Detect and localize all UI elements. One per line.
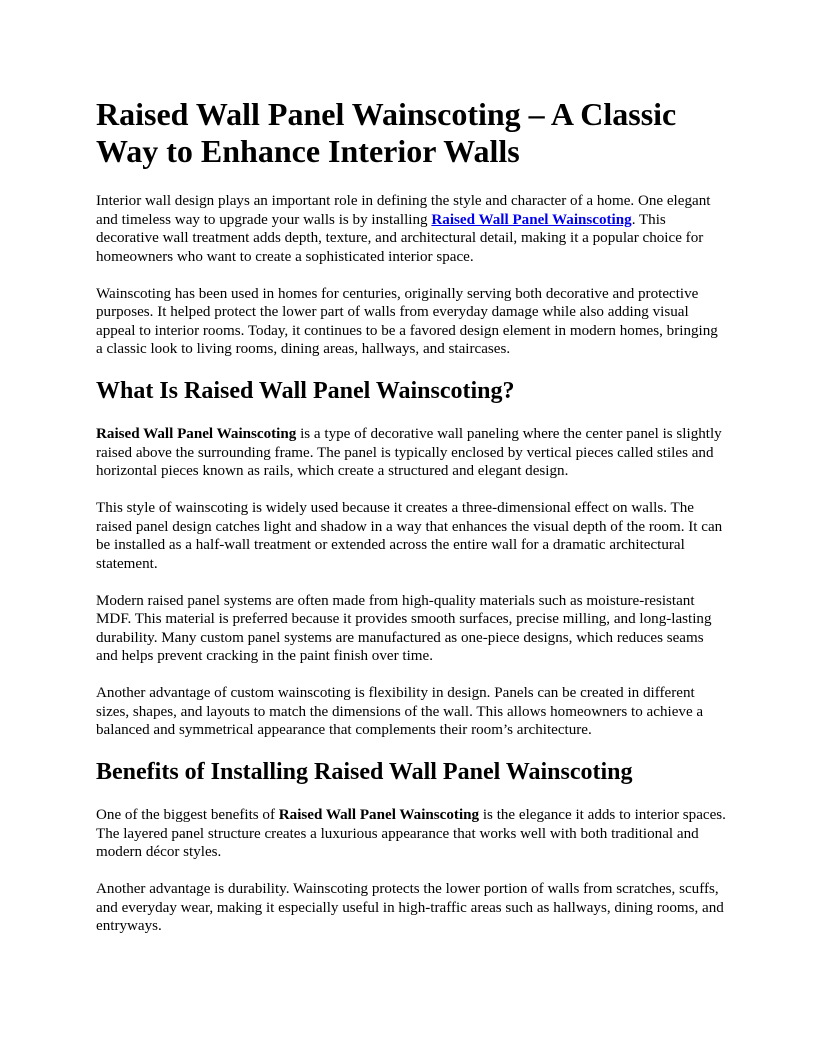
raised-wall-panel-link[interactable]: Raised Wall Panel Wainscoting	[431, 211, 632, 228]
intro-text-before-link: Interior wall design plays an important role in defining the style and character of a home. One elegant and timeless way to upgrade your walls is by installing	[96, 193, 711, 228]
document-page	[96, 96, 726, 954]
page-title: Raised Wall Panel Wainscoting – A Classic Way to Enhance Interior Walls	[96, 96, 677, 169]
what-is-paragraph-2: This style of wainscoting is widely used because it creates a three-dimensional effect on walls. The raised panel design catches light and shadow in a way that enhances the visual depth of the room. It can be installed as a half-wall treatment or extended across the entire wall for a dramatic architectural statement.	[96, 500, 723, 572]
what-is-paragraph-1-rest: is a type of decorative wall paneling where the center panel is slightly raised above the surrounding frame. The panel is typically enclosed by vertical pieces called stiles and horizontal pieces known as rails, which create a structured and elegant design.	[96, 426, 722, 479]
benefits-paragraph-1	[96, 806, 726, 862]
benefits-text-before-bold: One of the biggest benefits of	[96, 807, 279, 823]
intro-paragraph-1	[96, 192, 726, 266]
benefits-text-after-bold: is the elegance it adds to interior spaces. The layered panel structure creates a luxurious appearance that works well with both traditional and modern décor styles.	[96, 807, 726, 860]
intro-text-after-link: . This decorative wall treatment adds depth, texture, and architectural detail, making it a popular choice for homeowners who want to create a sophisticated interior space.	[96, 211, 704, 265]
section-heading-what-is: What Is Raised Wall Panel Wainscoting?	[96, 378, 515, 404]
bold-term: Raised Wall Panel Wainscoting	[96, 426, 297, 442]
what-is-paragraph-1	[96, 425, 726, 481]
what-is-paragraph-3: Modern raised panel systems are often made from high-quality materials such as moisture-resistant MDF. This material is preferred because it provides smooth surfaces, precise milling, and long-lasting durability. Many custom panel systems are manufactured as one-piece designs, which reduces seams and helps prevent cracking in the paint finish over time.	[96, 592, 712, 664]
bold-term: Raised Wall Panel Wainscoting	[278, 807, 480, 823]
what-is-paragraph-4: Another advantage of custom wainscoting is flexibility in design. Panels can be created in different sizes, shapes, and layouts to match the dimensions of the wall. This allows homeowners to achieve a balanced and symmetrical appearance that complements their room’s architecture.	[96, 685, 704, 738]
intro-paragraph-2: Wainscoting has been used in homes for centuries, originally serving both decorative and protective purposes. It helped protect the lower part of walls from everyday damage while also adding visual appeal to interior rooms. Today, it continues to be a favored design element in modern homes, bringing a classic look to living rooms, dining areas, hallways, and staircases.	[96, 285, 718, 357]
section-heading-benefits: Benefits of Installing Raised Wall Panel Wainscoting	[96, 759, 633, 785]
benefits-paragraph-2: Another advantage is durability. Wainscoting protects the lower portion of walls from scratches, scuffs, and everyday wear, making it especially useful in high-traffic areas such as hallways, dining rooms, and entryways.	[96, 881, 724, 934]
